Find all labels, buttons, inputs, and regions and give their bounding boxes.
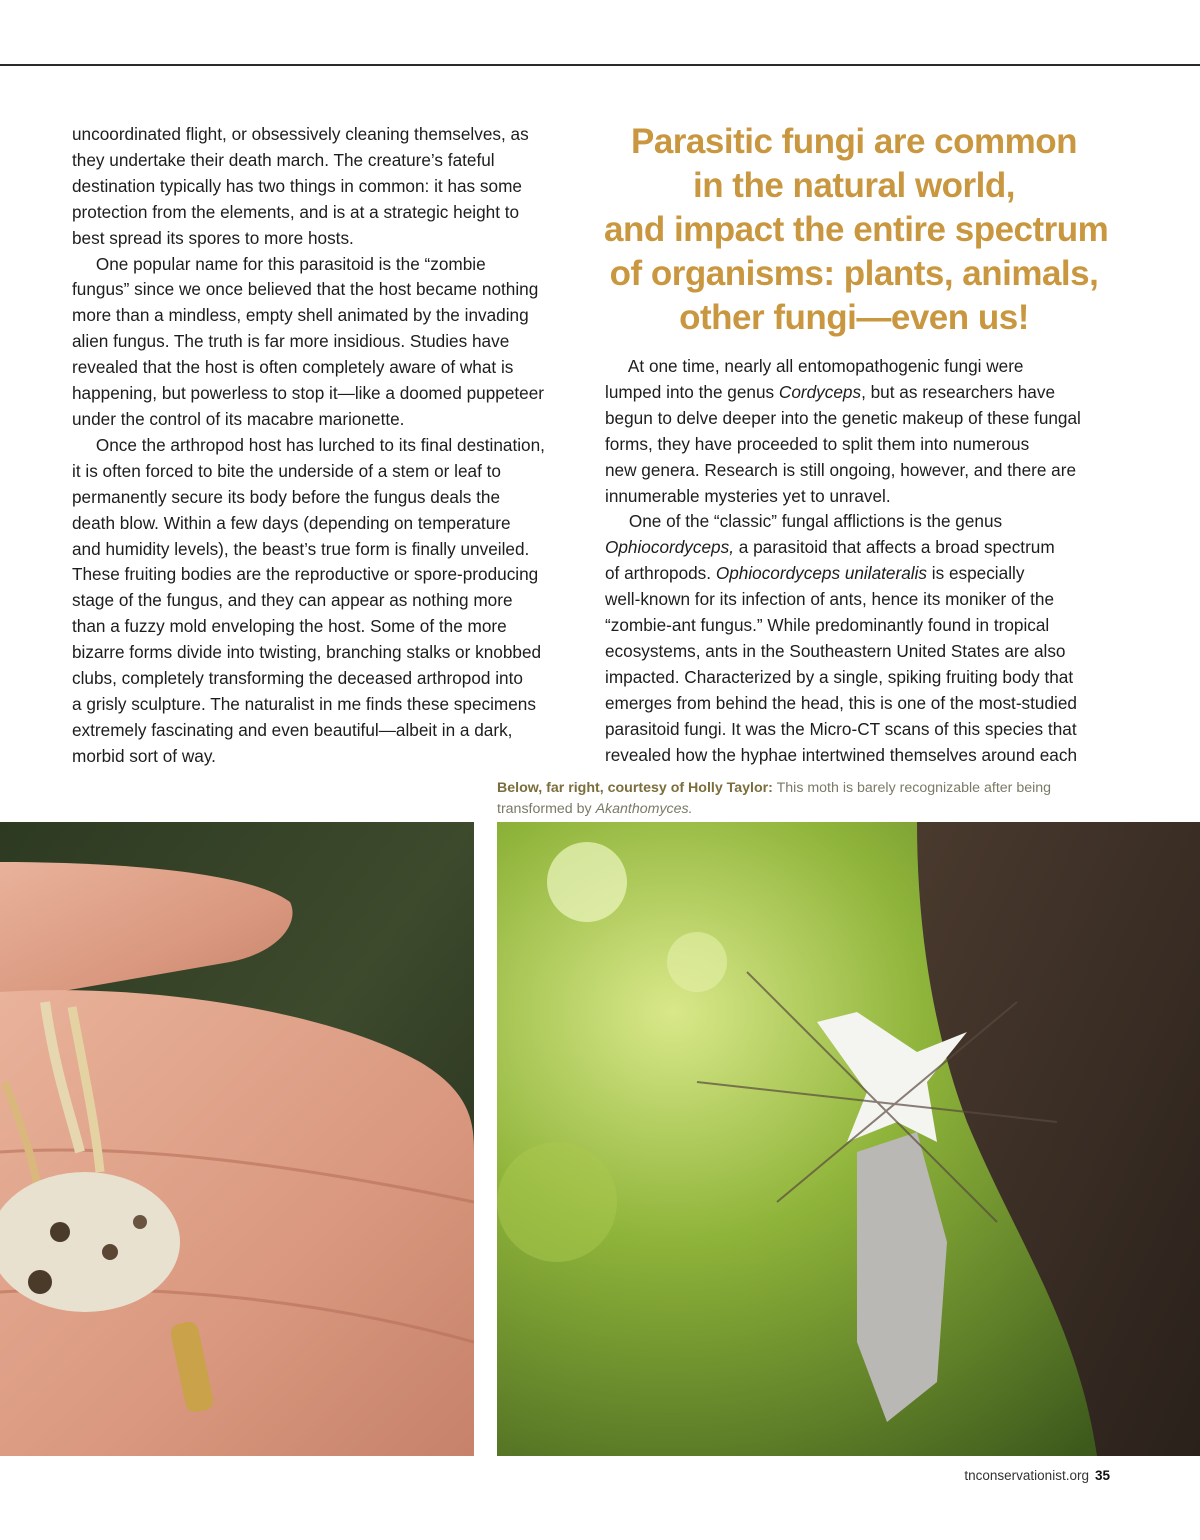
body-line <box>605 561 1117 587</box>
body-line: alien fungus. The truth is far more insidious. Studies have <box>72 331 510 352</box>
text-run: is especially <box>926 563 1025 584</box>
body-line: stage of the fungus, and they can appear as nothing more <box>72 590 513 611</box>
body-line: and humidity levels), the beast’s true form is finally unveiled. <box>72 538 530 559</box>
body-line: best spread its spores to more hosts. <box>72 227 354 248</box>
pull-quote-line: other fungi—even us! <box>679 298 1029 337</box>
moth-fungus-photo <box>497 822 1200 1456</box>
genus-name: Akanthomyces. <box>595 801 693 817</box>
photo-credit: Below, far right, courtesy of Holly Taylor: <box>497 780 773 796</box>
pull-quote-line: Parasitic fungi are common <box>630 122 1078 161</box>
pull-quote <box>604 120 1109 340</box>
page-number: 35 <box>1094 1468 1110 1483</box>
pull-quote-line: in the natural world, <box>692 166 1016 205</box>
body-line: ecosystems, ants in the Southeastern United States are also <box>605 640 1066 661</box>
caption-text: transformed by <box>497 801 596 817</box>
body-line: happening, but powerless to stop it—like a doomed puppeteer <box>72 383 545 404</box>
body-line: parasitoid fungi. It was the Micro-CT scans of this species that <box>605 718 1077 739</box>
body-line: “zombie-ant fungus.” While predominantly found in tropical <box>605 615 1050 636</box>
body-line: impacted. Characterized by a single, spiking fruiting body that <box>605 666 1074 687</box>
body-line: One of the “classic” fungal afflictions is the genus <box>605 511 1003 532</box>
body-line: revealed how the hyphae intertwined themselves around each <box>605 744 1078 765</box>
body-line: bizarre forms divide into twisting, branching stalks or knobbed <box>72 642 542 663</box>
body-line: a grisly sculpture. The naturalist in me finds these specimens <box>72 693 536 714</box>
body-line: death blow. Within a few days (depending on temperature <box>72 512 511 533</box>
body-line: uncoordinated flight, or obsessively cleaning themselves, as <box>72 124 529 144</box>
text-run: , but as researchers have <box>861 381 1056 402</box>
caption-line <box>497 778 1137 799</box>
caption-text: This moth is barely recognizable after being <box>772 780 1052 796</box>
pull-quote-line: and impact the entire spectrum <box>604 210 1109 249</box>
body-line: new genera. Research is still ongoing, however, and there are <box>605 459 1077 480</box>
site-url: tnconservationist.org <box>964 1468 1089 1483</box>
body-line: well-known for its infection of ants, hence its moniker of the <box>605 589 1054 610</box>
pull-quote-line: of organisms: plants, animals, <box>609 254 1099 293</box>
left-column <box>72 122 584 770</box>
body-line: fungus” since we once believed that the host became nothing <box>72 279 539 300</box>
body-line: emerges from behind the head, this is one of the most-studied <box>605 692 1077 713</box>
body-line: more than a mindless, empty shell animated by the invading <box>72 305 529 326</box>
body-line: Once the arthropod host has lurched to its final destination, <box>72 434 545 455</box>
body-line: it is often forced to bite the underside of a stem or leaf to <box>72 460 501 481</box>
body-line: destination typically has two things in common: it has some <box>72 175 522 196</box>
body-line: permanently secure its body before the fungus deals the <box>72 486 501 507</box>
body-line: under the control of its macabre marionette. <box>72 408 405 429</box>
body-line: begun to delve deeper into the genetic makeup of these fungal <box>605 407 1081 428</box>
body-line: protection from the elements, and is at a strategic height to <box>72 201 520 222</box>
body-line: they undertake their death march. The creature’s fateful <box>72 149 495 170</box>
genus-name: Cordyceps <box>778 381 862 402</box>
body-line: forms, they have proceeded to split them into numerous <box>605 433 1030 454</box>
body-line <box>605 380 1117 406</box>
caption-line <box>497 799 1137 820</box>
body-line: revealed that the host is often completely aware of what is <box>72 357 514 378</box>
photo-caption <box>497 778 1137 820</box>
species-name: Ophiocordyceps unilateralis <box>715 563 927 584</box>
right-column <box>605 354 1117 769</box>
text-run: a parasitoid that affects a broad spectrum <box>733 537 1055 558</box>
text-run: of arthropods. <box>605 563 716 584</box>
page-footer <box>964 1468 1110 1483</box>
body-line: morbid sort of way. <box>72 745 216 766</box>
body-line: These fruiting bodies are the reproductive or spore-producing <box>72 564 539 585</box>
body-line: innumerable mysteries yet to unravel. <box>605 485 891 506</box>
top-rule <box>0 64 1200 66</box>
fungus-hand-photo <box>0 822 474 1456</box>
body-line <box>605 535 1117 561</box>
body-line: clubs, completely transforming the deceased arthropod into <box>72 668 523 689</box>
body-line: One popular name for this parasitoid is the “zombie <box>72 253 486 274</box>
body-line: extremely fascinating and even beautiful—albeit in a dark, <box>72 719 513 740</box>
text-run: lumped into the genus <box>605 381 779 402</box>
body-line: than a fuzzy mold enveloping the host. Some of the more <box>72 616 507 637</box>
genus-name: Ophiocordyceps, <box>605 537 734 558</box>
body-line: At one time, nearly all entomopathogenic fungi were <box>605 356 1024 376</box>
